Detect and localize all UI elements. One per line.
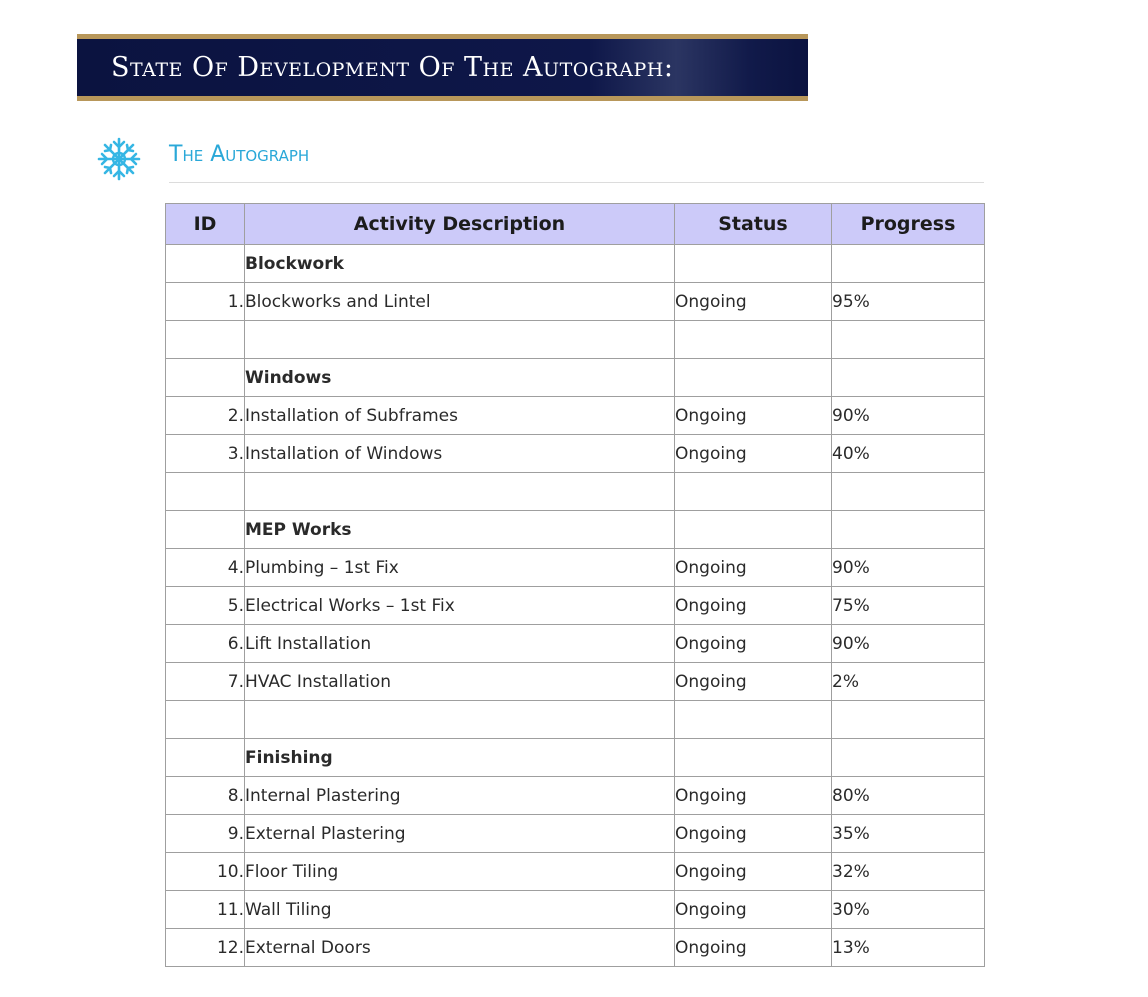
cell-id [166,321,245,359]
cell-status [675,739,832,777]
cell-activity: Blockworks and Lintel [245,283,675,321]
cell-activity [245,321,675,359]
cell-id: 3. [166,435,245,473]
section-divider [169,182,984,183]
section-title: The Autograph [169,142,310,167]
spacer-row [166,473,985,511]
cell-progress [832,359,985,397]
cell-progress [832,511,985,549]
title-banner [77,34,808,101]
cell-id [166,739,245,777]
cell-status [675,359,832,397]
cell-progress: 32% [832,853,985,891]
table-row [166,625,985,663]
cell-progress: 90% [832,397,985,435]
cell-activity: External Plastering [245,815,675,853]
cell-activity [245,473,675,511]
group-header-row [166,245,985,283]
cell-activity: Plumbing – 1st Fix [245,549,675,587]
cell-progress [832,321,985,359]
cell-status [675,245,832,283]
cell-status: Ongoing [675,891,832,929]
cell-status: Ongoing [675,549,832,587]
cell-status: Ongoing [675,397,832,435]
cell-status: Ongoing [675,777,832,815]
cell-progress: 40% [832,435,985,473]
cell-progress: 75% [832,587,985,625]
table-row [166,663,985,701]
cell-progress: 95% [832,283,985,321]
cell-progress: 35% [832,815,985,853]
table-row [166,929,985,967]
cell-status: Ongoing [675,929,832,967]
cell-id: 10. [166,853,245,891]
development-status-table [165,203,985,967]
cell-progress: 2% [832,663,985,701]
cell-progress: 13% [832,929,985,967]
cell-id [166,511,245,549]
cell-activity: Wall Tiling [245,891,675,929]
cell-id [166,359,245,397]
cell-id: 6. [166,625,245,663]
cell-activity: Internal Plastering [245,777,675,815]
group-header-row [166,739,985,777]
cell-status [675,321,832,359]
cell-id: 4. [166,549,245,587]
table-header-row [166,204,985,245]
table-body [166,245,985,967]
table-row [166,283,985,321]
group-title: Blockwork [245,245,675,283]
cell-status [675,701,832,739]
spacer-row [166,321,985,359]
cell-id: 9. [166,815,245,853]
cell-status [675,511,832,549]
page-title: State Of Development Of The Autograph: [111,52,674,83]
snowflake-icon [96,136,142,182]
cell-activity: Electrical Works – 1st Fix [245,587,675,625]
cell-status: Ongoing [675,625,832,663]
table-row [166,397,985,435]
cell-id [166,473,245,511]
cell-progress: 90% [832,549,985,587]
cell-id: 12. [166,929,245,967]
cell-id [166,701,245,739]
table-row [166,549,985,587]
cell-progress: 80% [832,777,985,815]
cell-status: Ongoing [675,815,832,853]
cell-id: 1. [166,283,245,321]
cell-activity: Floor Tiling [245,853,675,891]
cell-activity: Lift Installation [245,625,675,663]
table-row [166,435,985,473]
header-progress: Progress [832,204,985,245]
group-title: MEP Works [245,511,675,549]
table-row [166,777,985,815]
header-activity-description: Activity Description [245,204,675,245]
cell-progress [832,701,985,739]
cell-status: Ongoing [675,663,832,701]
cell-activity [245,701,675,739]
cell-id: 11. [166,891,245,929]
cell-activity: Installation of Windows [245,435,675,473]
group-title: Finishing [245,739,675,777]
cell-activity: Installation of Subframes [245,397,675,435]
cell-status: Ongoing [675,587,832,625]
cell-id: 2. [166,397,245,435]
cell-status: Ongoing [675,435,832,473]
cell-id: 8. [166,777,245,815]
header-id: ID [166,204,245,245]
table-row [166,853,985,891]
cell-id [166,245,245,283]
cell-status: Ongoing [675,853,832,891]
cell-activity: External Doors [245,929,675,967]
table-row [166,587,985,625]
cell-activity: HVAC Installation [245,663,675,701]
group-title: Windows [245,359,675,397]
cell-progress [832,739,985,777]
cell-id: 5. [166,587,245,625]
table-row [166,815,985,853]
cell-status: Ongoing [675,283,832,321]
cell-progress: 30% [832,891,985,929]
table-row [166,891,985,929]
spacer-row [166,701,985,739]
header-status: Status [675,204,832,245]
cell-status [675,473,832,511]
group-header-row [166,511,985,549]
cell-id: 7. [166,663,245,701]
cell-progress [832,245,985,283]
cell-progress: 90% [832,625,985,663]
cell-progress [832,473,985,511]
group-header-row [166,359,985,397]
